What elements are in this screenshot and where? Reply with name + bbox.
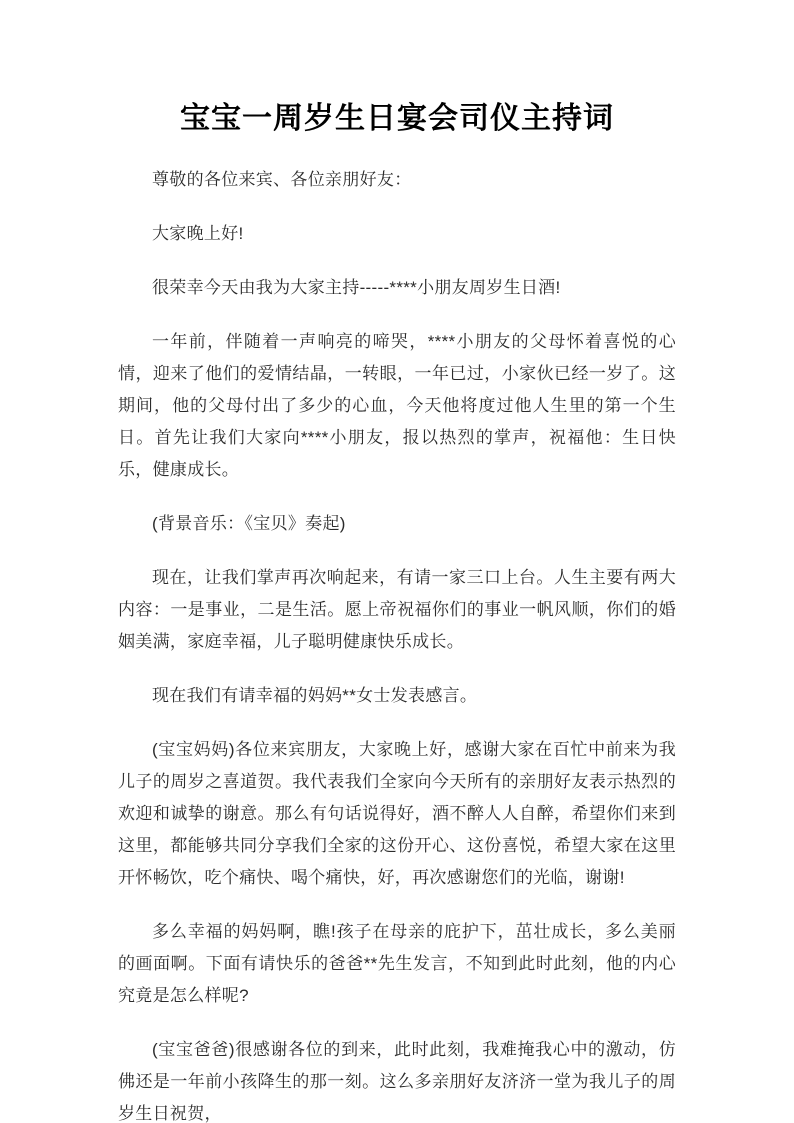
paragraph-bgm-cue: (背景音乐：《宝贝》奏起) <box>152 513 346 533</box>
paragraph-family-onstage: 现在，让我们掌声再次响起来，有请一家三口上台。人生主要有两大内容：一是事业，二是生活。愿上帝祝福你们的事业一帆风顺，你们的婚姻美满，家庭幸福，儿子聪明健康快乐成长。 <box>118 567 676 651</box>
paragraph-father-speech: (宝宝爸爸)很感谢各位的到来，此时此刻，我难掩我心中的激动，仿佛还是一年前小孩降生的那一刻。这么多亲朋好友济济一堂为我儿子的周岁生日祝贺， <box>118 1039 676 1123</box>
paragraph-greeting: 尊敬的各位来宾、各位亲朋好友： <box>152 169 412 189</box>
paragraph-invite-father: 多么幸福的妈妈啊，瞧!孩子在母亲的庇护下，茁壮成长，多么美丽的画面啊。下面有请快乐的爸爸**先生发言，不知到此时此刻，他的内心究竟是怎么样呢? <box>118 921 676 1005</box>
paragraph-mother-speech: (宝宝妈妈)各位来宾朋友，大家晚上好，感谢大家在百忙中前来为我儿子的周岁之喜道贺。我代表我们全家向今天所有的亲朋好友表示热烈的欢迎和诚挚的谢意。那么有句话说得好，酒不醉人人自醉，希望你们来到这里，都能够共同分享我们全家的这份开心、这份喜悦，希望大家在这里开怀畅饮，吃个痛快、喝个痛快，好，再次感谢您们的光临，谢谢! <box>118 739 676 887</box>
paragraph-good-evening: 大家晚上好! <box>152 223 244 243</box>
paragraph-one-year-ago: 一年前，伴随着一声响亮的啼哭，****小朋友的父母怀着喜悦的心情，迎来了他们的爱情结晶，一转眼，一年已过，小家伙已经一岁了。这期间，他的父母付出了多少的心血，今天他将度过他人生里的第一个生日。首先让我们大家向****小朋友，报以热烈的掌声，祝福他：生日快乐，健康成长。 <box>118 331 676 479</box>
paragraph-host-intro: 很荣幸今天由我为大家主持-----****小朋友周岁生日酒! <box>152 277 561 297</box>
document-title: 宝宝一周岁生日宴会司仪主持词 <box>180 102 614 135</box>
paragraph-invite-mother: 现在我们有请幸福的妈妈**女士发表感言。 <box>152 685 478 705</box>
